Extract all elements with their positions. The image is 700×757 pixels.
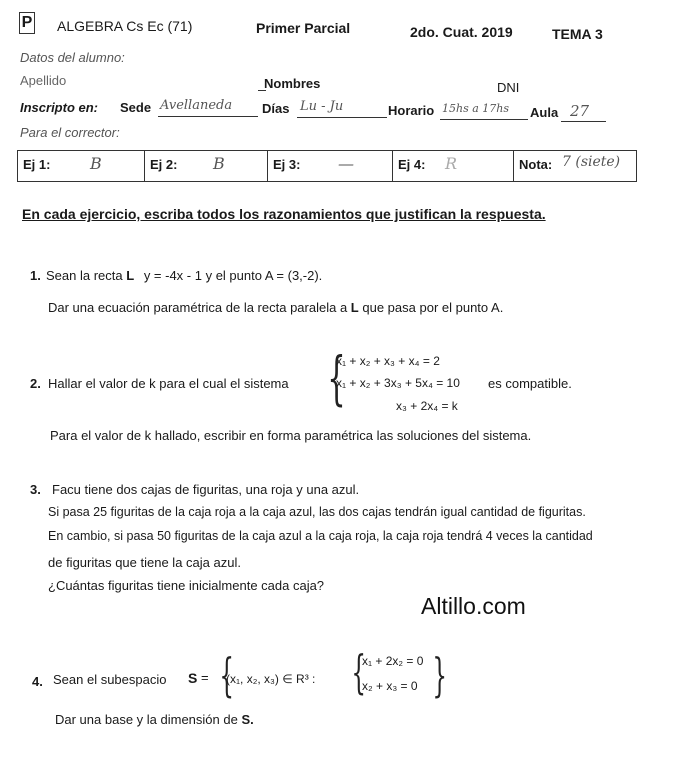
subject-title: ALGEBRA Cs Ec (71) [57,18,193,34]
grade-cell-ej1 [18,151,145,181]
ex2-number: 2. [30,376,41,391]
ex4-equals: = [201,670,209,685]
ex2-text-b: es compatible. [488,376,572,391]
grade-cell-ej3 [268,151,393,181]
ex1-line2-b: que pasa por el punto A. [362,300,504,315]
grade-cell-nota [514,151,636,181]
apellido-label: Apellido [20,73,67,88]
grade-label-ej1: Ej 1: [23,157,51,172]
ex4-line2 [55,712,254,727]
ex4-line2-a: Dar una base y la dimensión de [55,712,238,727]
grade-cell-ej2 [145,151,268,181]
grade-mark-ej1: B [90,154,102,173]
sede-underline [158,116,258,117]
ex1-line1-a: Sean la recta [46,268,123,283]
dias-value: Lu - Ju [300,99,344,114]
grade-label-ej2: Ej 2: [150,157,178,172]
dni-label: DNI [497,80,520,95]
ex3-line2: Si pasa 25 figuritas de la caja roja a la caja azul, las dos cajas tendrán igual cantidad de figuritas. [48,505,586,519]
ex1-line2 [48,300,503,315]
aula-label: Aula [530,105,559,120]
grade-table [17,150,637,182]
ex2-line2: Para el valor de k hallado, escribir en forma paramétrica las soluciones del sistema. [50,428,532,443]
exam-title: Primer Parcial [256,20,351,36]
tema-label: TEMA 3 [552,26,603,42]
grade-mark-ej3: — [338,154,354,173]
ex3-line3: En cambio, si pasa 50 figuritas de la caja azul a la caja roja, la caja roja tendrá 4 veces la cantidad [48,529,593,543]
dias-label: Días [262,101,290,116]
ex2-eq2: x₁ + x₂ + 3x₃ + 5x₄ = 10 [336,376,460,390]
grade-cell-ej4 [393,151,514,181]
ex4-eq1: x₁ + 2x₂ = 0 [362,654,424,668]
aula-value: 27 [570,102,590,120]
grade-label-ej3: Ej 3: [273,157,301,172]
watermark-text: Altillo.com [421,593,526,619]
nombres-label: Nombres [264,76,321,91]
ex4-set-brace-close: } [432,648,447,702]
grade-label-nota: Nota: [519,157,553,172]
aula-underline [561,121,606,122]
ex1-line2-a: Dar una ecuación paramétrica de la recta paralela a [48,300,348,315]
ex2-text-a: Hallar el valor de k para el cual el sistema [48,376,289,391]
ex4-set-a: (x₁, x₂, x₃) ∈ R³ : [226,672,316,686]
student-section-label: Datos del alumno: [20,50,125,65]
corrector-label: Para el corrector: [20,125,120,140]
dias-underline [297,117,387,118]
ex4-eq2: x₂ + x₃ = 0 [362,679,418,693]
ex2-eq1: x₁ + x₂ + x₃ + x₄ = 2 [336,354,440,368]
ex4-system-brace: { [351,645,366,699]
grade-mark-ej4: R [445,154,458,173]
ex1-line1-L: L [126,268,135,283]
horario-value: 15hs a 17hs [442,102,510,115]
inscripto-label: Inscripto en: [20,100,99,115]
instructions: En cada ejercicio, escriba todos los razonamientos que justifican la respuesta. [22,206,546,222]
sede-value: Avellaneda [160,98,233,113]
ex4-set-brace-open: { [219,648,234,702]
ex1-line1 [46,268,322,283]
grade-mark-ej2: B [213,154,225,173]
horario-label: Horario [388,103,435,118]
term-label: 2do. Cuat. 2019 [410,24,513,40]
ex1-number: 1. [30,268,41,283]
ex3-line5: ¿Cuántas figuritas tiene inicialmente cada caja? [48,578,325,593]
ex1-line2-L: L [350,300,359,315]
ex4-number: 4. [32,674,43,689]
sede-label: Sede [120,100,152,115]
ex1-line1-b: y = -4x - 1 y el punto A = (3,-2). [143,268,323,283]
logo-box: P [19,12,35,34]
ex2-eq3: x₃ + 2x₄ = k [396,399,458,413]
horario-underline [440,119,528,120]
ex3-number: 3. [30,482,41,497]
ex4-text-a: Sean el subespacio [53,672,167,687]
ex3-line4: de figuritas que tiene la caja azul. [48,555,241,570]
grade-mark-nota: 7 (siete) [562,154,621,170]
ex4-S: S [188,670,198,686]
grade-label-ej4: Ej 4: [398,157,426,172]
ex2-system-brace: { [327,344,346,412]
ex3-line1: Facu tiene dos cajas de figuritas, una roja y una azul. [52,482,360,497]
ex4-line2-S: S. [241,712,254,727]
